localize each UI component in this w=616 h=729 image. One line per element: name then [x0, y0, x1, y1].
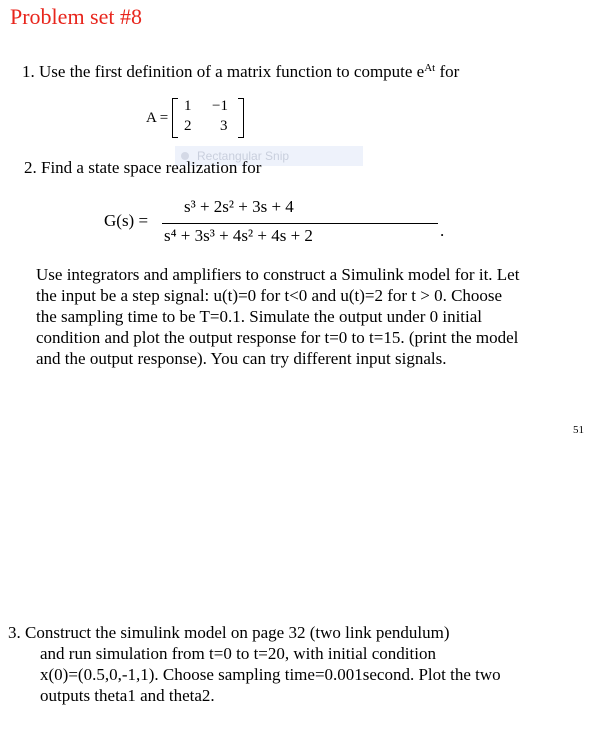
problem-2-statement: 2. Find a state space realization for — [24, 158, 262, 177]
problem-3-statement — [8, 622, 578, 706]
paragraph-line: 3. Construct the simulink model on page 32 (two link pendulum) — [8, 623, 450, 642]
paragraph-line: Use integrators and amplifiers to construct a Simulink model for it. Let — [36, 265, 520, 284]
matrix-right-bracket — [238, 98, 244, 138]
matrix-cell: 1 — [184, 98, 192, 114]
paragraph-line: and the output response). You can try different input signals. — [36, 349, 447, 368]
matrix-cell: −1 — [212, 98, 228, 114]
transfer-function-lhs: G(s) = — [104, 211, 149, 230]
paragraph-line: condition and plot the output response for t=0 to t=15. (print the model — [36, 328, 519, 347]
paragraph-line: outputs theta1 and theta2. — [40, 686, 215, 705]
page-number: 51 — [573, 424, 584, 436]
paragraph-line: and run simulation from t=0 to t=20, with initial condition — [40, 644, 436, 663]
transfer-function-denominator: s⁴ + 3s³ + 4s² + 4s + 2 — [164, 226, 313, 245]
matrix-cell: 2 — [184, 118, 192, 134]
page-title: Problem set #8 — [10, 4, 142, 29]
problem-1-suffix: for — [435, 62, 460, 81]
snip-label: Rectangular Snip — [197, 149, 290, 163]
matrix-left-bracket — [172, 98, 178, 138]
problem-2-instructions — [36, 264, 576, 369]
transfer-function-numerator: s³ + 2s² + 3s + 4 — [184, 197, 294, 216]
problem-1-text: 1. Use the first definition of a matrix function to compute e — [22, 62, 425, 81]
transfer-function-period: . — [440, 221, 445, 240]
paragraph-line: the input be a step signal: u(t)=0 for t<0 and u(t)=2 for t > 0. Choose — [36, 286, 503, 305]
fraction-bar — [162, 223, 438, 224]
matrix-cell: 3 — [220, 118, 228, 134]
paragraph-line: x(0)=(0.5,0,-1,1). Choose sampling time=0.001second. Plot the two — [40, 665, 501, 684]
matrix-label: A = — [146, 110, 169, 126]
problem-1-exponent: At — [424, 62, 436, 74]
problem-1-statement — [22, 62, 459, 82]
paragraph-line: the sampling time to be T=0.1. Simulate the output under 0 initial — [36, 307, 483, 326]
